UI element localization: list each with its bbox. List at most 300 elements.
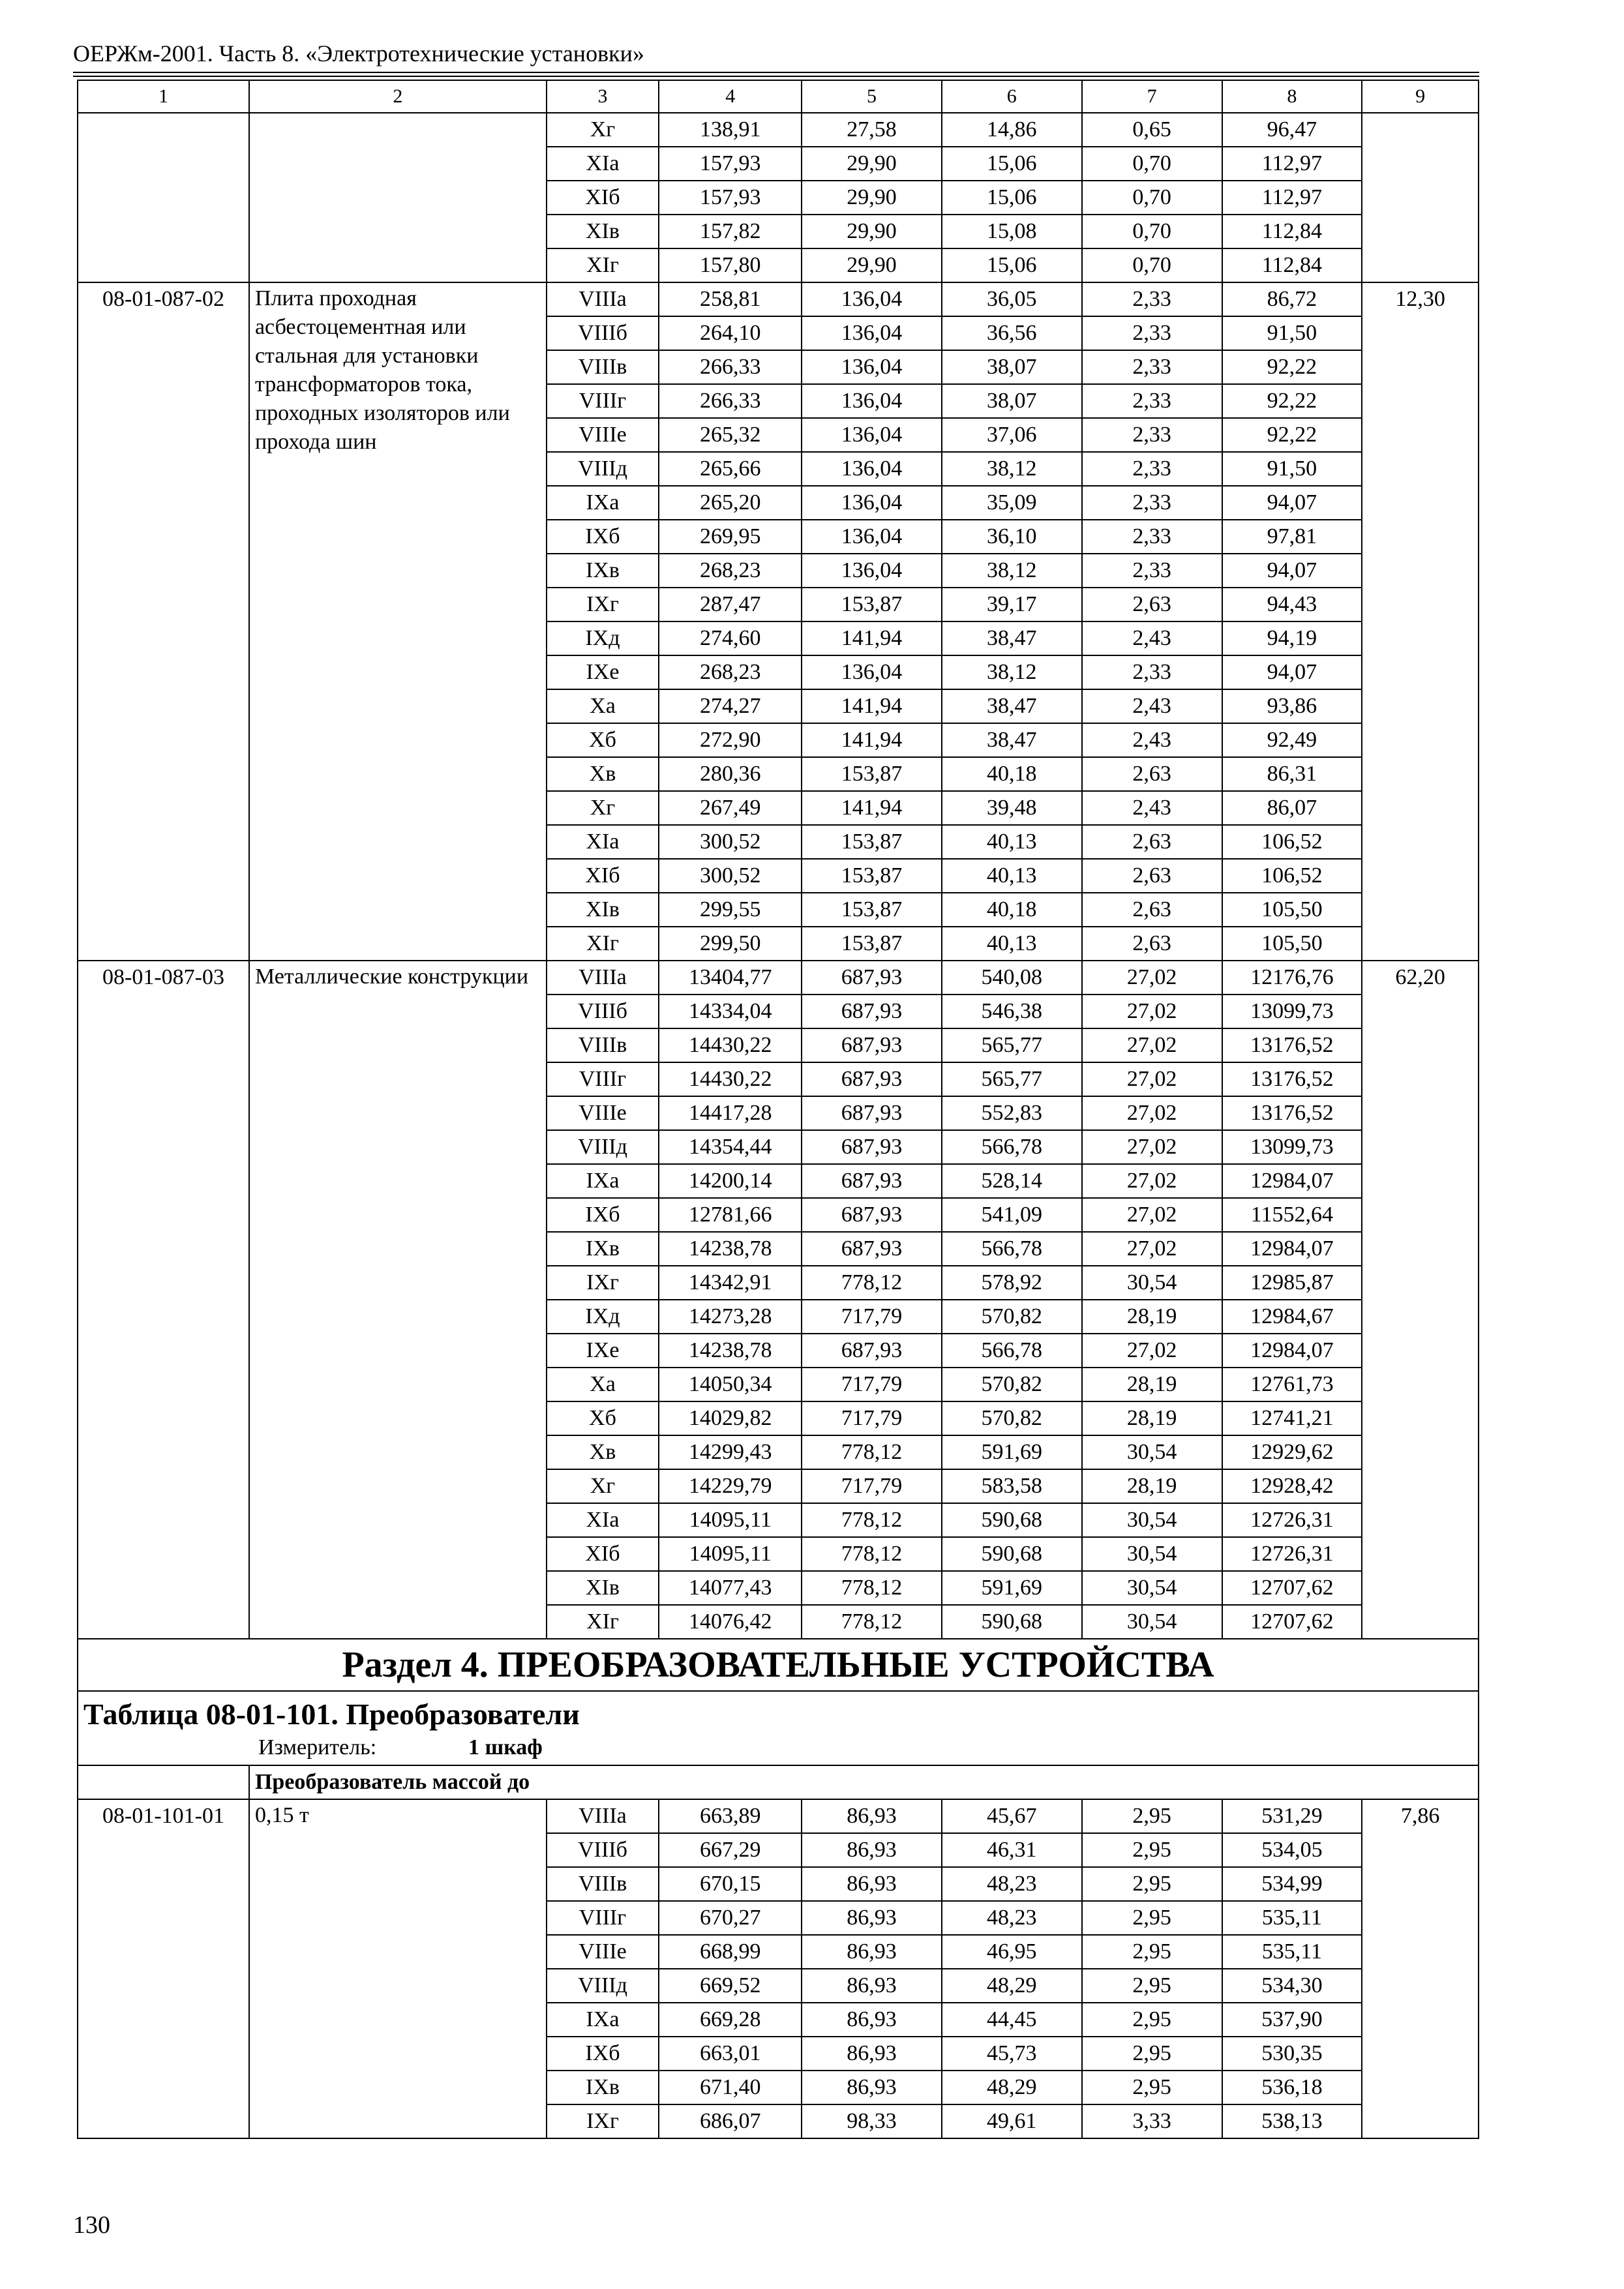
wages-cell: 687,93 [802,1130,942,1164]
header-rule [73,72,1479,73]
materials-cell: 12726,31 [1222,1503,1362,1537]
zone-cell: XIг [547,1605,659,1639]
machinist-wages-cell: 2,63 [1082,927,1222,961]
zone-cell: VIIIб [547,1833,659,1867]
machinist-wages-cell: 28,19 [1082,1469,1222,1503]
wages-cell: 141,94 [802,791,942,825]
machinist-wages-cell: 27,02 [1082,1062,1222,1096]
materials-cell: 538,13 [1222,2104,1362,2138]
machinist-wages-cell: 2,63 [1082,588,1222,621]
machinist-wages-cell: 2,33 [1082,418,1222,452]
materials-cell: 12984,67 [1222,1300,1362,1334]
machinist-wages-cell: 2,95 [1082,1867,1222,1901]
wages-cell: 86,93 [802,1799,942,1833]
materials-cell: 11552,64 [1222,1198,1362,1232]
machines-cell: 38,12 [942,554,1082,588]
machines-cell: 36,56 [942,316,1082,350]
machinist-wages-cell: 2,43 [1082,689,1222,723]
wages-cell: 86,93 [802,2037,942,2071]
table-row [78,282,1479,316]
measure-label: Измеритель: [258,1735,377,1759]
materials-cell: 13176,52 [1222,1062,1362,1096]
total-cost-cell: 268,23 [659,655,802,689]
machines-cell: 591,69 [942,1435,1082,1469]
machinist-wages-cell: 2,95 [1082,1799,1222,1833]
materials-cell: 12984,07 [1222,1334,1362,1368]
machines-cell: 583,58 [942,1469,1082,1503]
materials-cell: 535,11 [1222,1901,1362,1935]
machinist-wages-cell: 0,65 [1082,113,1222,147]
machines-cell: 49,61 [942,2104,1082,2138]
machinist-wages-cell: 2,33 [1082,384,1222,418]
zone-cell: IXе [547,1334,659,1368]
machinist-wages-cell: 2,43 [1082,791,1222,825]
table-title-block [78,1691,1479,1765]
machinist-wages-cell: 0,70 [1082,215,1222,248]
total-cost-cell: 157,80 [659,248,802,282]
materials-cell: 536,18 [1222,2071,1362,2104]
materials-cell: 92,49 [1222,723,1362,757]
materials-cell: 537,90 [1222,2003,1362,2037]
total-cost-cell: 272,90 [659,723,802,757]
labor-cost-cell: 62,20 [1362,961,1479,1639]
machinist-wages-cell: 2,43 [1082,723,1222,757]
machines-cell: 35,09 [942,486,1082,520]
total-cost-cell: 669,28 [659,2003,802,2037]
zone-cell: IXа [547,486,659,520]
machinist-wages-cell: 30,54 [1082,1503,1222,1537]
materials-cell: 94,43 [1222,588,1362,621]
materials-cell: 96,47 [1222,113,1362,147]
column-number: 5 [802,80,942,113]
machines-cell: 40,18 [942,757,1082,791]
total-cost-cell: 157,82 [659,215,802,248]
zone-cell: Xб [547,1401,659,1435]
wages-cell: 136,04 [802,554,942,588]
zone-cell: IXв [547,2071,659,2104]
materials-cell: 12726,31 [1222,1537,1362,1571]
total-cost-cell: 14342,91 [659,1266,802,1300]
wages-cell: 29,90 [802,248,942,282]
total-cost-cell: 669,52 [659,1969,802,2003]
materials-cell: 534,30 [1222,1969,1362,2003]
total-cost-cell: 268,23 [659,554,802,588]
empty-cell [78,1765,249,1799]
total-cost-cell: 12781,66 [659,1198,802,1232]
materials-cell: 94,07 [1222,486,1362,520]
work-name [249,113,547,282]
wages-cell: 717,79 [802,1368,942,1401]
total-cost-cell: 14095,11 [659,1503,802,1537]
wages-cell: 136,04 [802,384,942,418]
header-rule [73,76,1479,77]
total-cost-cell: 287,47 [659,588,802,621]
labor-cost-cell [1362,113,1479,282]
rate-code: 08-01-087-02 [78,282,249,961]
machinist-wages-cell: 2,95 [1082,1969,1222,2003]
zone-cell: VIIIб [547,316,659,350]
zone-cell: XIа [547,825,659,859]
wages-cell: 98,33 [802,2104,942,2138]
wages-cell: 153,87 [802,927,942,961]
total-cost-cell: 274,60 [659,621,802,655]
machinist-wages-cell: 2,95 [1082,2071,1222,2104]
machines-cell: 540,08 [942,961,1082,995]
table-title-row [78,1691,1479,1765]
machines-cell: 46,95 [942,1935,1082,1969]
machines-cell: 570,82 [942,1368,1082,1401]
zone-cell: Xв [547,1435,659,1469]
machinist-wages-cell: 2,95 [1082,1901,1222,1935]
zone-cell: XIб [547,181,659,215]
wages-cell: 136,04 [802,452,942,486]
total-cost-cell: 14029,82 [659,1401,802,1435]
total-cost-cell: 686,07 [659,2104,802,2138]
machines-cell: 45,73 [942,2037,1082,2071]
wages-cell: 687,93 [802,995,942,1028]
machinist-wages-cell: 28,19 [1082,1300,1222,1334]
total-cost-cell: 266,33 [659,350,802,384]
wages-cell: 29,90 [802,147,942,181]
total-cost-cell: 300,52 [659,859,802,893]
column-number: 1 [78,80,249,113]
wages-cell: 153,87 [802,859,942,893]
materials-cell: 106,52 [1222,859,1362,893]
machinist-wages-cell: 27,02 [1082,1164,1222,1198]
zone-cell: VIIIд [547,1969,659,2003]
materials-cell: 91,50 [1222,316,1362,350]
wages-cell: 86,93 [802,1901,942,1935]
machinist-wages-cell: 30,54 [1082,1435,1222,1469]
zone-cell: XIб [547,859,659,893]
machines-cell: 48,29 [942,2071,1082,2104]
machinist-wages-cell: 2,63 [1082,893,1222,927]
page-number: 130 [73,2211,110,2239]
machines-cell: 566,78 [942,1130,1082,1164]
wages-cell: 717,79 [802,1401,942,1435]
total-cost-cell: 14238,78 [659,1232,802,1266]
machines-cell: 565,77 [942,1062,1082,1096]
zone-cell: VIIIа [547,282,659,316]
machines-cell: 36,10 [942,520,1082,554]
machinist-wages-cell: 2,33 [1082,486,1222,520]
machines-cell: 565,77 [942,1028,1082,1062]
zone-cell: IXг [547,2104,659,2138]
total-cost-cell: 264,10 [659,316,802,350]
materials-cell: 94,07 [1222,655,1362,689]
materials-cell: 12707,62 [1222,1571,1362,1605]
wages-cell: 136,04 [802,316,942,350]
total-cost-cell: 14334,04 [659,995,802,1028]
machines-cell: 40,13 [942,927,1082,961]
total-cost-cell: 14417,28 [659,1096,802,1130]
total-cost-cell: 265,20 [659,486,802,520]
materials-cell: 94,07 [1222,554,1362,588]
zone-cell: VIIIв [547,350,659,384]
zone-cell: IXб [547,1198,659,1232]
total-cost-cell: 14430,22 [659,1028,802,1062]
wages-cell: 153,87 [802,893,942,927]
machines-cell: 39,48 [942,791,1082,825]
zone-cell: IXб [547,520,659,554]
materials-cell: 92,22 [1222,418,1362,452]
machinist-wages-cell: 27,02 [1082,1198,1222,1232]
machinist-wages-cell: 2,33 [1082,282,1222,316]
wages-cell: 778,12 [802,1537,942,1571]
zone-cell: Xа [547,689,659,723]
zone-cell: VIIIе [547,1935,659,1969]
machines-cell: 38,47 [942,723,1082,757]
column-number: 3 [547,80,659,113]
machines-cell: 591,69 [942,1571,1082,1605]
total-cost-cell: 14273,28 [659,1300,802,1334]
machines-cell: 38,07 [942,384,1082,418]
machinist-wages-cell: 2,43 [1082,621,1222,655]
zone-cell: XIв [547,893,659,927]
zone-cell: Xг [547,113,659,147]
column-number: 4 [659,80,802,113]
wages-cell: 778,12 [802,1571,942,1605]
materials-cell: 112,97 [1222,181,1362,215]
zone-cell: VIIIв [547,1028,659,1062]
zone-cell: VIIIе [547,418,659,452]
wages-cell: 136,04 [802,520,942,554]
machinist-wages-cell: 27,02 [1082,1096,1222,1130]
work-name: 0,15 т [249,1799,547,2138]
wages-cell: 136,04 [802,486,942,520]
total-cost-cell: 266,33 [659,384,802,418]
machines-cell: 566,78 [942,1232,1082,1266]
machinist-wages-cell: 2,63 [1082,757,1222,791]
machines-cell: 48,23 [942,1867,1082,1901]
section-title: Раздел 4. ПРЕОБРАЗОВАТЕЛЬНЫЕ УСТРОЙСТВА [78,1639,1479,1691]
materials-cell: 92,22 [1222,350,1362,384]
wages-cell: 687,93 [802,1164,942,1198]
machinist-wages-cell: 0,70 [1082,147,1222,181]
machines-cell: 570,82 [942,1401,1082,1435]
zone-cell: Xб [547,723,659,757]
total-cost-cell: 663,01 [659,2037,802,2071]
total-cost-cell: 258,81 [659,282,802,316]
materials-cell: 105,50 [1222,927,1362,961]
machinist-wages-cell: 2,33 [1082,350,1222,384]
machinist-wages-cell: 27,02 [1082,995,1222,1028]
machines-cell: 528,14 [942,1164,1082,1198]
total-cost-cell: 14299,43 [659,1435,802,1469]
total-cost-cell: 14095,11 [659,1537,802,1571]
machines-cell: 15,06 [942,147,1082,181]
machinist-wages-cell: 27,02 [1082,1028,1222,1062]
wages-cell: 687,93 [802,1232,942,1266]
materials-cell: 12761,73 [1222,1368,1362,1401]
machines-cell: 38,12 [942,655,1082,689]
materials-cell: 86,07 [1222,791,1362,825]
machinist-wages-cell: 30,54 [1082,1266,1222,1300]
materials-cell: 13099,73 [1222,995,1362,1028]
materials-cell: 92,22 [1222,384,1362,418]
zone-cell: XIг [547,927,659,961]
wages-cell: 687,93 [802,1334,942,1368]
zone-cell: VIIIв [547,1867,659,1901]
wages-cell: 687,93 [802,961,942,995]
materials-cell: 12929,62 [1222,1435,1362,1469]
zone-cell: IXв [547,1232,659,1266]
machinist-wages-cell: 2,95 [1082,1833,1222,1867]
total-cost-cell: 14354,44 [659,1130,802,1164]
wages-cell: 778,12 [802,1605,942,1639]
total-cost-cell: 663,89 [659,1799,802,1833]
total-cost-cell: 668,99 [659,1935,802,1969]
wages-cell: 141,94 [802,689,942,723]
machines-cell: 40,13 [942,859,1082,893]
machinist-wages-cell: 0,70 [1082,181,1222,215]
zone-cell: VIIIб [547,995,659,1028]
materials-cell: 13176,52 [1222,1028,1362,1062]
machines-cell: 546,38 [942,995,1082,1028]
materials-cell: 112,97 [1222,147,1362,181]
wages-cell: 717,79 [802,1469,942,1503]
work-name: Металлические конструкции [249,961,547,1639]
materials-cell: 86,72 [1222,282,1362,316]
wages-cell: 778,12 [802,1266,942,1300]
machines-cell: 46,31 [942,1833,1082,1867]
total-cost-cell: 299,50 [659,927,802,961]
machines-cell: 39,17 [942,588,1082,621]
machines-cell: 15,06 [942,248,1082,282]
total-cost-cell: 14077,43 [659,1571,802,1605]
table-row [78,1799,1479,1833]
materials-cell: 12741,21 [1222,1401,1362,1435]
materials-cell: 530,35 [1222,2037,1362,2071]
total-cost-cell: 269,95 [659,520,802,554]
materials-cell: 12176,76 [1222,961,1362,995]
total-cost-cell: 14229,79 [659,1469,802,1503]
zone-cell: VIIIг [547,1062,659,1096]
wages-cell: 778,12 [802,1503,942,1537]
machines-cell: 38,47 [942,621,1082,655]
zone-cell: XIв [547,1571,659,1605]
total-cost-cell: 138,91 [659,113,802,147]
total-cost-cell: 14076,42 [659,1605,802,1639]
machines-cell: 36,05 [942,282,1082,316]
machinist-wages-cell: 2,33 [1082,452,1222,486]
machines-cell: 590,68 [942,1537,1082,1571]
machinist-wages-cell: 2,33 [1082,316,1222,350]
machines-cell: 38,12 [942,452,1082,486]
wages-cell: 29,90 [802,215,942,248]
materials-cell: 112,84 [1222,248,1362,282]
wages-cell: 136,04 [802,418,942,452]
wages-cell: 29,90 [802,181,942,215]
machines-cell: 578,92 [942,1266,1082,1300]
machinist-wages-cell: 2,95 [1082,2003,1222,2037]
total-cost-cell: 14238,78 [659,1334,802,1368]
work-name: Плита проходная асбестоцементная или стальная для установки трансформаторов тока, проходных изоляторов или прохода шин [249,282,547,961]
machinist-wages-cell: 30,54 [1082,1605,1222,1639]
column-number: 2 [249,80,547,113]
total-cost-cell: 13404,77 [659,961,802,995]
total-cost-cell: 671,40 [659,2071,802,2104]
zone-cell: Xа [547,1368,659,1401]
wages-cell: 86,93 [802,1969,942,2003]
zone-cell: IXа [547,2003,659,2037]
machines-cell: 38,47 [942,689,1082,723]
column-number: 9 [1362,80,1479,113]
zone-cell: XIа [547,147,659,181]
wages-cell: 153,87 [802,825,942,859]
rate-code: 08-01-087-03 [78,961,249,1639]
machinist-wages-cell: 30,54 [1082,1571,1222,1605]
materials-cell: 13099,73 [1222,1130,1362,1164]
zone-cell: XIа [547,1503,659,1537]
materials-cell: 86,31 [1222,757,1362,791]
materials-cell: 12707,62 [1222,1605,1362,1639]
wages-cell: 687,93 [802,1096,942,1130]
total-cost-cell: 14050,34 [659,1368,802,1401]
wages-cell: 687,93 [802,1028,942,1062]
zone-cell: IXг [547,588,659,621]
materials-cell: 534,05 [1222,1833,1362,1867]
wages-cell: 153,87 [802,588,942,621]
materials-cell: 105,50 [1222,893,1362,927]
wages-cell: 153,87 [802,757,942,791]
machines-cell: 44,45 [942,2003,1082,2037]
machinist-wages-cell: 27,02 [1082,1130,1222,1164]
machines-cell: 37,06 [942,418,1082,452]
machines-cell: 15,08 [942,215,1082,248]
zone-cell: Xг [547,791,659,825]
wages-cell: 86,93 [802,1867,942,1901]
total-cost-cell: 667,29 [659,1833,802,1867]
wages-cell: 778,12 [802,1435,942,1469]
materials-cell: 93,86 [1222,689,1362,723]
column-number-row [78,80,1479,113]
labor-cost-cell: 12,30 [1362,282,1479,961]
machinist-wages-cell: 27,02 [1082,1334,1222,1368]
materials-cell: 12985,87 [1222,1266,1362,1300]
measure-value: 1 шкаф [468,1735,543,1759]
subheader-row [78,1765,1479,1799]
page-header-title: ОЕРЖм-2001. Часть 8. «Электротехнические установки» [73,40,644,67]
machinist-wages-cell: 2,95 [1082,1935,1222,1969]
total-cost-cell: 265,66 [659,452,802,486]
zone-cell: VIIIг [547,1901,659,1935]
measure-row [83,1733,1473,1762]
machines-cell: 570,82 [942,1300,1082,1334]
machinist-wages-cell: 28,19 [1082,1368,1222,1401]
wages-cell: 136,04 [802,282,942,316]
wages-cell: 136,04 [802,350,942,384]
total-cost-cell: 157,93 [659,147,802,181]
labor-cost-cell: 7,86 [1362,1799,1479,2138]
wages-cell: 86,93 [802,1833,942,1867]
zone-cell: VIIIе [547,1096,659,1130]
zone-cell: IXб [547,2037,659,2071]
zone-cell: IXв [547,554,659,588]
machinist-wages-cell: 27,02 [1082,961,1222,995]
rate-code [78,113,249,282]
total-cost-cell: 157,93 [659,181,802,215]
wages-cell: 86,93 [802,2071,942,2104]
wages-cell: 141,94 [802,723,942,757]
machines-cell: 45,67 [942,1799,1082,1833]
wages-cell: 86,93 [802,2003,942,2037]
table-row [78,113,1479,147]
materials-cell: 106,52 [1222,825,1362,859]
machines-cell: 552,83 [942,1096,1082,1130]
materials-cell: 12928,42 [1222,1469,1362,1503]
wages-cell: 687,93 [802,1198,942,1232]
